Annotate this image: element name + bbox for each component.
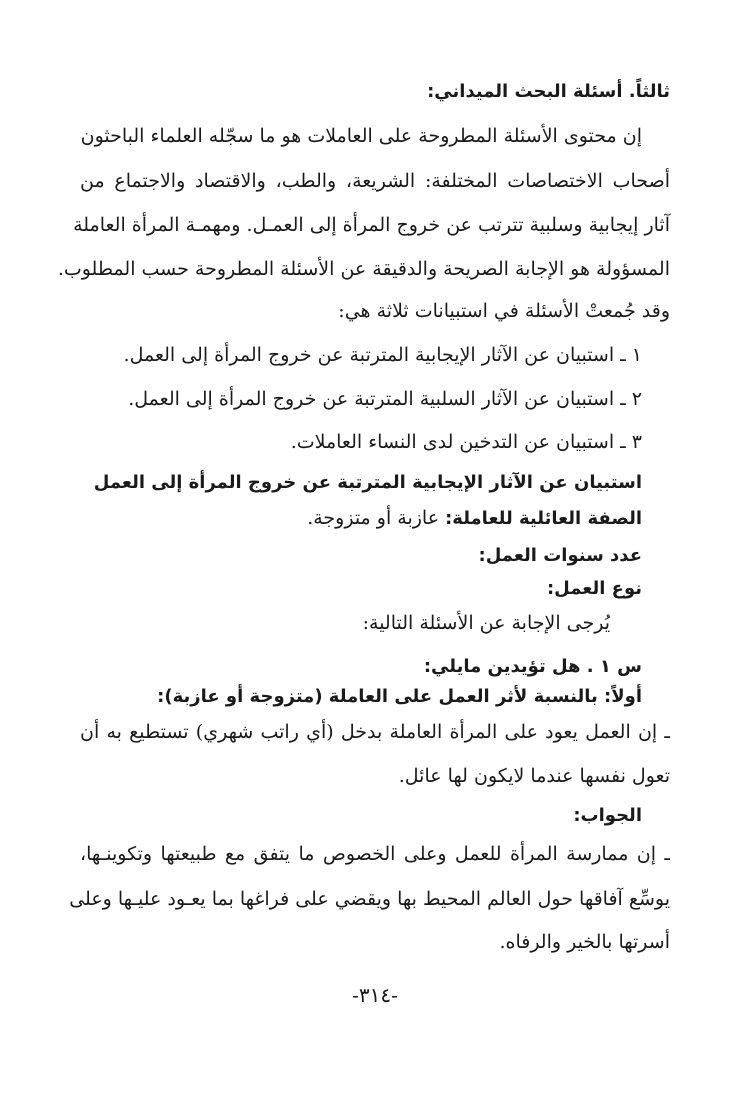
list-item-3: ٣ ـ استبيان عن التدخين لدى النساء العاملات. xyxy=(290,431,642,453)
statement-line-1: ـ إن العمل يعود على المرأة العاملة بدخل (أي راتب شهري) تستطيع به أن xyxy=(80,721,670,743)
answer-line-2: يوسِّع آفاقها حول العالم المحيط بها ويقضي على فراغها بما يعـود عليـها وعلى xyxy=(69,888,670,910)
answer-line-1: ـ إن ممارسة المرأة للعمل وعلى الخصوص ما يتفق مع طبيعتها وتكوينـها، xyxy=(80,843,670,865)
intro-line-3: آثار إيجابية وسلبية تترتب عن خروج المرأة إلى العمـل. ومهمـة المرأة العاملة xyxy=(73,214,670,236)
intro-line-2: أصحاب الاختصاصات المختلفة: الشريعة، والطب، والاقتصاد والاجتماع من xyxy=(80,170,670,192)
list-item-2: ٢ ـ استبيان عن الآثار السلبية المترتبة عن خروج المرأة إلى العمل. xyxy=(128,388,642,410)
family-status-value: عازبة أو متزوجة. xyxy=(307,507,446,529)
page-number: -٣١٤- xyxy=(352,983,398,1007)
section-heading: ثالثاً. أسئلة البحث الميداني: xyxy=(427,81,670,102)
statement-line-2: تعول نفسها عندما لايكون لها عائل. xyxy=(398,765,670,787)
work-type-label: نوع العمل: xyxy=(546,578,642,599)
first-label: أولاً: بالنسبة لأثر العمل على العاملة (متزوجة أو عازبة): xyxy=(157,686,642,707)
answer-line-3: أسرتها بالخير والرفاه. xyxy=(499,931,670,953)
question-label: س ١ . هل تؤيدين مايلي: xyxy=(423,656,642,677)
list-item-1: ١ ـ استبيان عن الآثار الإيجابية المترتبة عن خروج المرأة إلى العمل. xyxy=(123,344,642,366)
family-status-row xyxy=(80,504,642,533)
answer-request: يُرجى الإجابة عن الأسئلة التالية: xyxy=(362,612,610,634)
years-label: عدد سنوات العمل: xyxy=(478,545,642,566)
intro-line-1: إن محتوى الأسئلة المطروحة على العاملات هو ما سجّله العلماء الباحثون xyxy=(80,125,642,147)
survey-title: استبيان عن الآثار الإيجابية المترتبة عن خروج المرأة إلى العمل xyxy=(93,472,642,493)
intro-line-5: وقد جُمعتْ الأسئلة في استبيانات ثلاثة هي: xyxy=(338,300,670,322)
answer-label: الجواب: xyxy=(573,805,642,826)
intro-line-4: المسؤولة هو الإجابة الصريحة والدقيقة عن الأسئلة المطروحة حسب المطلوب. xyxy=(57,258,670,280)
family-status-label: الصفة العائلية للعاملة: xyxy=(445,508,642,529)
